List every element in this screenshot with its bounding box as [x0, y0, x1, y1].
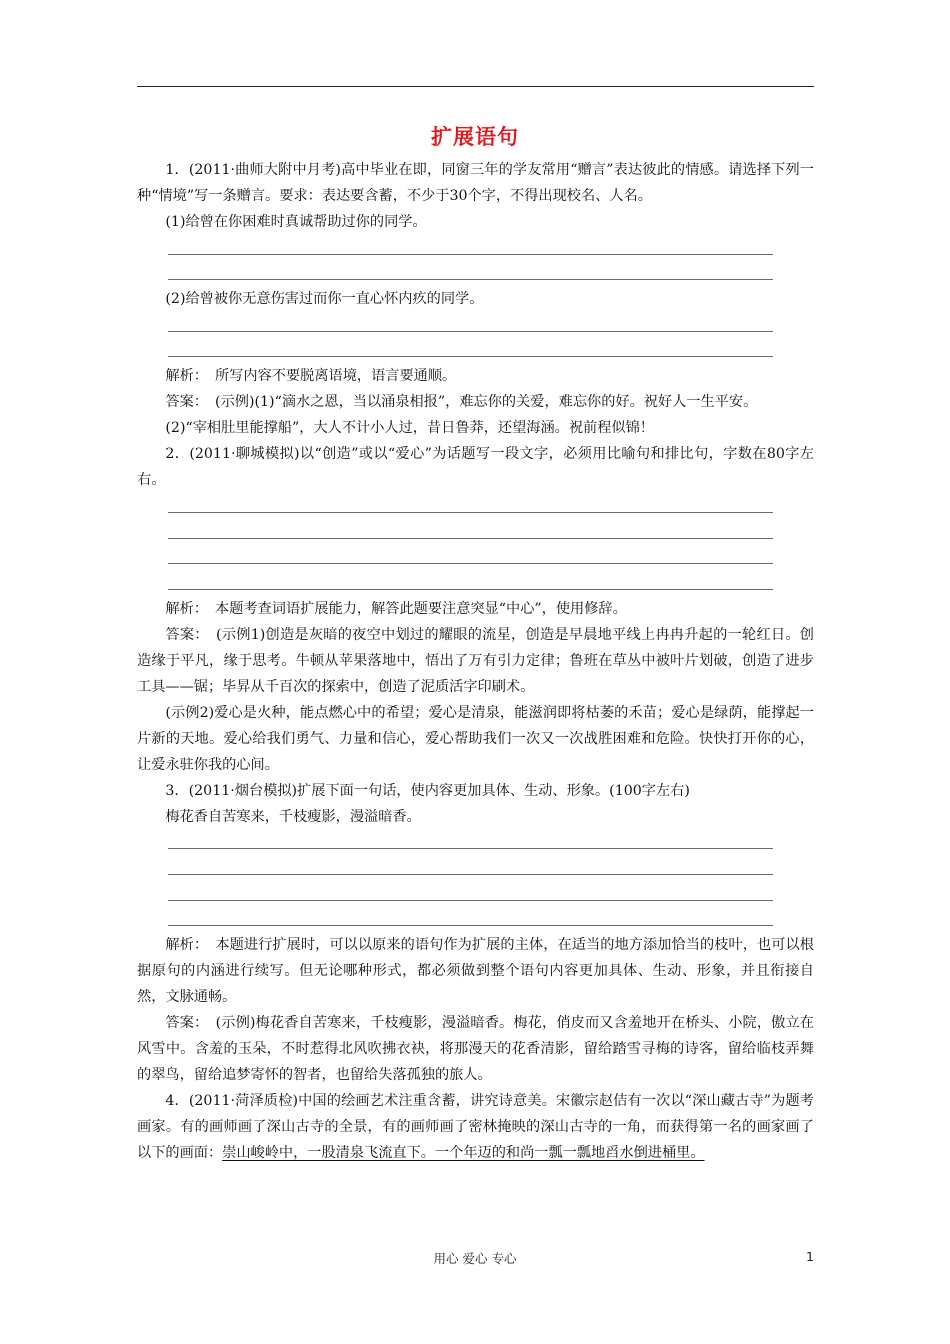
- answer-line: [137, 235, 814, 261]
- q1-sub2: (2)给曾被你无意伤害过而你一直心怀内疚的同学。: [165, 291, 484, 308]
- q1-stem: 1．(2011·曲师大附中月考)高中毕业在即，同窗三年的学友常用“赠言”表达彼此的情感。请选择下列一种“情境”写一条赠言。要求：表达要含蓄，不少于30个字，不得出现校名、人名。: [137, 162, 814, 204]
- q3-analysis: 解析： 本题进行扩展时，可以以原来的语句作为扩展的主体，在适当的地方添加恰当的枝叶，也可以根据原句的内涵进行续写。但无论哪种形式，都必须做到整个语句内容更加具体、生动、形象，并且衔接自然，文脉通畅。: [137, 937, 814, 1006]
- footer-motto: 用心 爱心 专心: [433, 1251, 517, 1266]
- q1-sub1: (1)给曾在你困难时真诚帮助过你的同学。: [165, 214, 427, 230]
- answer-line: [137, 830, 814, 856]
- q3-answer: 答案： (示例)梅花香自苦寒来，千枝瘦影，漫溢暗香。梅花，俏皮而又含羞地开在桥头、小院，傲立在风雪中。含羞的玉朵，不时惹得北风吹拂衣袂，将那漫天的花香清影，留给踏雪寻梅的诗客，留给临枝弄舞的翠鸟，留给追梦寄怀的智者，也留给失落孤独的旅人。: [137, 1015, 814, 1084]
- answer-line: [137, 570, 814, 596]
- answer-line: [137, 261, 814, 287]
- q2-stem: 2．(2011·聊城模拟)以“创造”或以“爱心”为话题写一段文字，必须用比喻句和排比句，字数在80字左右。: [137, 446, 814, 489]
- answer-line: [137, 881, 814, 907]
- q4-underlined-scene: 崇山峻岭中，一股清泉飞流直下。一个年迈的和尚一瓢一瓢地舀水倒进桶里。: [222, 1145, 705, 1162]
- q4-stem: [137, 1088, 814, 1166]
- q1-analysis: 解析： 所写内容不要脱离语境，语言要通顺。: [165, 368, 457, 385]
- page-number: 1: [806, 1249, 814, 1264]
- answer-line: [137, 519, 814, 545]
- q2-answer-1: 答案： (示例1)创造是灰暗的夜空中划过的耀眼的流星，创造是早晨地平线上冉冉升起的一轮红日。创造缘于平凡，缘于思考。牛顿从苹果落地中，悟出了万有引力定律；鲁班在草丛中被叶片划破，创造了进步工具——锯；毕昇从千百次的探索中，创造了泥质活字印刷术。: [137, 626, 814, 695]
- q1-answer-2: (2)“宰相肚里能撑船”，大人不计小人过，昔日鲁莽，还望海涵。祝前程似锦！: [165, 420, 654, 437]
- header-rule: [137, 86, 814, 87]
- answer-line: [137, 338, 814, 364]
- q4-stem-text: 4．(2011·菏泽质检)中国的绘画艺术注重含蓄，讲究诗意美。宋徽宗赵佶有一次以“深山藏古寺”为题考画家。有的画师画了深山古寺的全景，有的画师画了密林掩映的深山古寺的一角，而获得第一名的画家画了以下的画面：: [137, 1093, 814, 1162]
- page-title: 扩展语句: [431, 125, 519, 149]
- document-body: [137, 157, 814, 1166]
- q2-answer-2: (示例2)爱心是火种，能点燃心中的希望；爱心是清泉，能滋润即将枯萎的禾苗；爱心是绿荫，能撑起一片新的天地。爱心给我们勇气、力量和信心，爱心帮助我们一次又一次战胜困难和危险。快快打开你的心，让爱永驻你我的心间。: [137, 704, 814, 773]
- answer-line: [137, 855, 814, 881]
- answer-line: [137, 312, 814, 338]
- q1-answer-1: 答案： (示例)(1)“滴水之恩，当以涌泉相报”，难忘你的关爱，难忘你的好。祝好人一生平安。: [165, 394, 758, 411]
- answer-line: [137, 545, 814, 571]
- q3-stem: 3．(2011·烟台模拟)扩展下面一句话，使内容更加具体、生动、形象。(100字左右): [165, 782, 690, 799]
- q2-analysis: 解析： 本题考查词语扩展能力，解答此题要注意突显“中心”，使用修辞。: [165, 600, 627, 617]
- answer-line: [137, 907, 814, 933]
- answer-line: [137, 493, 814, 519]
- q3-sentence: 梅花香自苦寒来，千枝瘦影，漫溢暗香。: [165, 808, 421, 825]
